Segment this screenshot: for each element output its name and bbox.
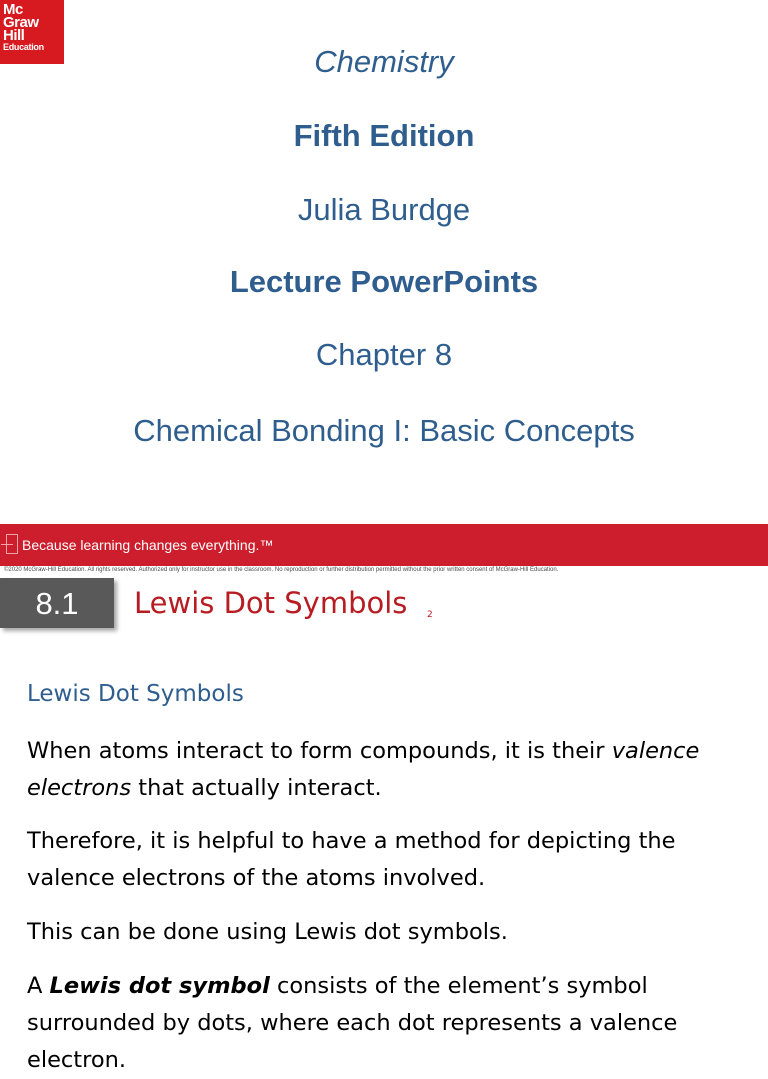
tagline-bar bbox=[0, 524, 768, 566]
paragraph-valence bbox=[27, 733, 757, 807]
subheading: Lewis Dot Symbols bbox=[27, 681, 244, 707]
section-title: Lewis Dot Symbols bbox=[134, 586, 408, 620]
paragraph-method: Therefore, it is helpful to have a method for depicting the valence electrons of the atoms involved. bbox=[27, 828, 676, 891]
paragraph-lewis-symbols: This can be done using Lewis dot symbols. bbox=[27, 919, 508, 945]
p4-text-start: A bbox=[27, 973, 50, 999]
chapter-label: Chapter 8 bbox=[315, 337, 453, 372]
p4-text-end: consists of the element’s symbol surrounded by dots, where each dot represents a valence electron. bbox=[27, 973, 678, 1073]
chapter-topic: Chemical Bonding I: Basic Concepts bbox=[133, 413, 635, 448]
p1-text-end: that actually interact. bbox=[131, 775, 382, 801]
lecture-label: Lecture PowerPoints bbox=[229, 264, 539, 299]
copyright-notice: ©2020 McGraw-Hill Education. All rights reserved. Authorized only for instructor use in the classroom. No reproduction or further distribution permitted without the prior written consent of McGraw-Hill Education. bbox=[4, 567, 559, 573]
page-number: 2 bbox=[427, 610, 433, 620]
p4-term: Lewis dot symbol bbox=[49, 973, 270, 999]
logo-line-2: Graw bbox=[3, 14, 39, 31]
book-title: Chemistry bbox=[314, 44, 454, 79]
book-author: Julia Burdge bbox=[297, 192, 471, 227]
logo-line-3: Hill bbox=[3, 27, 25, 44]
p1-text-start: When atoms interact to form compounds, it is their bbox=[27, 738, 612, 764]
logo-line-4: Education bbox=[3, 42, 44, 52]
content-slide bbox=[0, 578, 768, 1073]
tagline: Because learning changes everything.™ bbox=[22, 537, 274, 553]
section-number-badge: 8.1 bbox=[0, 578, 114, 628]
bracket-icon bbox=[6, 534, 18, 554]
p1-emphasis: valence electrons bbox=[27, 738, 700, 801]
book-edition: Fifth Edition bbox=[293, 118, 475, 153]
paragraph-definition bbox=[27, 968, 757, 1079]
logo-line-1: Mc bbox=[3, 1, 23, 18]
